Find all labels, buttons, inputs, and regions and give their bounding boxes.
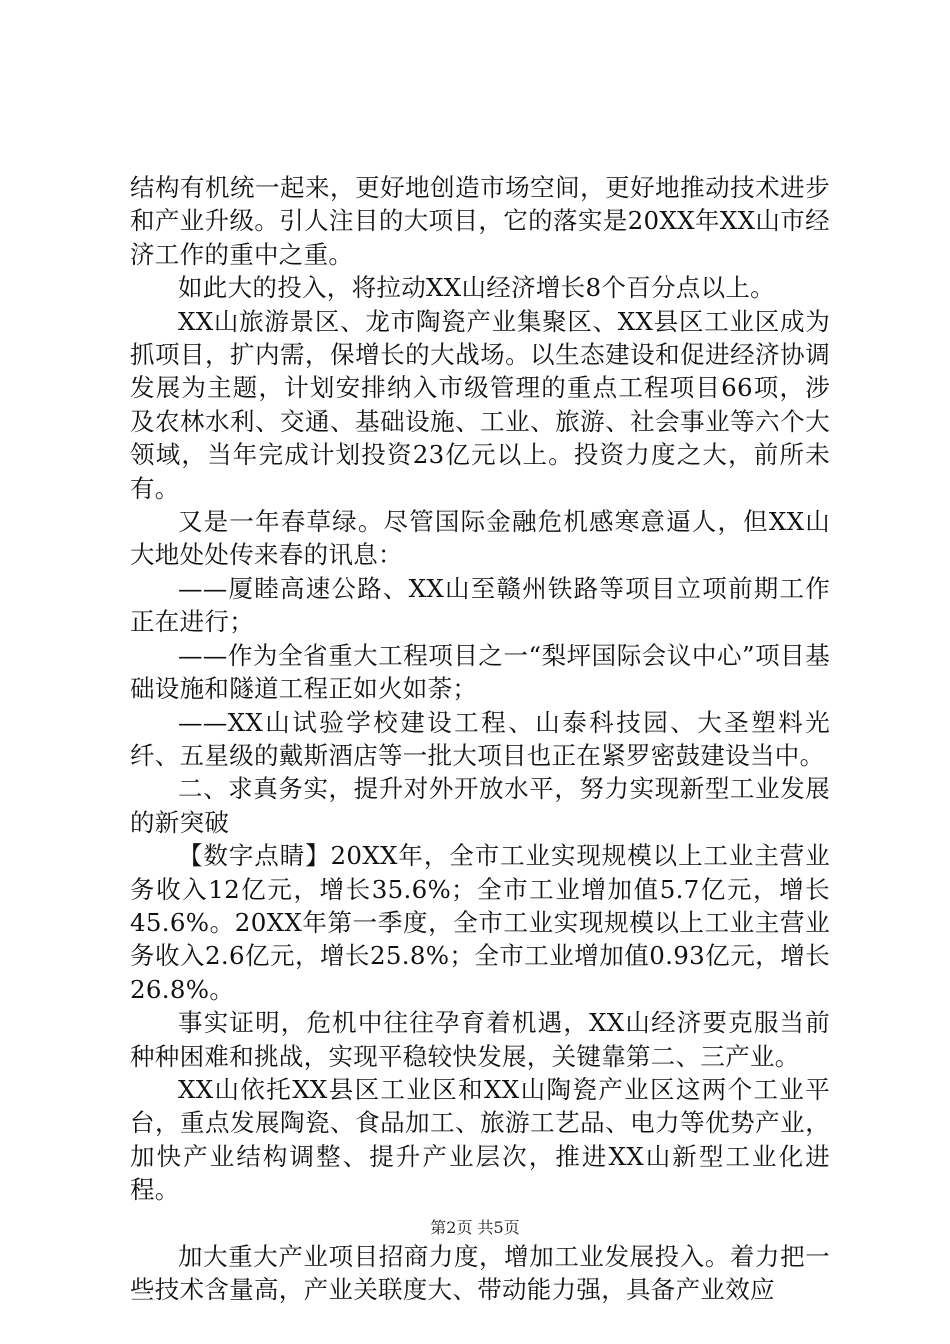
paragraph-2: 如此大的投入，将拉动XX山经济增长8个百分点以上。 [178,273,775,303]
section-heading: 二、求真务实，提升对外开放水平，努力实现新型工业发展的新突破 [130,774,830,837]
paragraph-6: ——作为全省重大工程项目之一“梨坪国际会议中心”项目基础设施和隧道工程正如火如荼； [130,640,830,704]
paragraph-11: XX山依托XX县区工业区和XX山陶瓷产业区这两个工业平台，重点发展陶瓷、食品加工、旅游工艺品、电力等优势产业，加快产业结构调整、提升产业层次，推进XX山新型工业化进程。 [130,1074,830,1205]
paragraph-1: 结构有机统一起来，更好地创造市场空间，更好地推动技术进步和产业升级。引人注目的大项目，它的落实是20XX年XX山市经济工作的重中之重。 [130,173,830,269]
paragraph-10: 事实证明，危机中往往孕育着机遇，XX山经济要克服当前种种困难和挑战，实现平稳较快发展，关键靠第二、三产业。 [130,1008,830,1071]
document-body [130,171,830,1306]
paragraph-12: 加大重大产业项目招商力度，增加工业发展投入。着力把一些技术含量高，产业关联度大、带动能力强，具备产业效应 [130,1241,830,1304]
paragraph-7: ——XX山试验学校建设工程、山泰科技园、大圣塑料光纤、五星级的戴斯酒店等一批大项目也正在紧罗密鼓建设当中。 [130,707,830,770]
paragraph-3: XX山旅游景区、龙市陶瓷产业集聚区、XX县区工业区成为抓项目，扩内需，保增长的大战场。以生态建设和促进经济协调发展为主题，计划安排纳入市级管理的重点工程项目66项，涉及农林水利、交通、基础设施、工业、旅游、社会事业等六个大领域，当年完成计划投资23亿元以上。投资力度之大，前所未有。 [130,306,830,503]
paragraph-5: ——厦睦高速公路、XX山至赣州铁路等项目立项前期工作正在进行； [130,573,830,637]
paragraph-4: 又是一年春草绿。尽管国际金融危机感寒意逼人，但XX山大地处处传来春的讯息： [130,507,830,570]
page-number-footer: 第2页 共5页 [430,1218,520,1237]
paragraph-9: 【数字点睛】20XX年，全市工业实现规模以上工业主营业务收入12亿元，增长35.6%；全市工业增加值5.7亿元，增长45.6%。20XX年第一季度，全市工业实现规模以上工业主营业务收入2.6亿元，增长25.8%；全市工业增加值0.93亿元，增长26.8%。 [130,841,830,1004]
